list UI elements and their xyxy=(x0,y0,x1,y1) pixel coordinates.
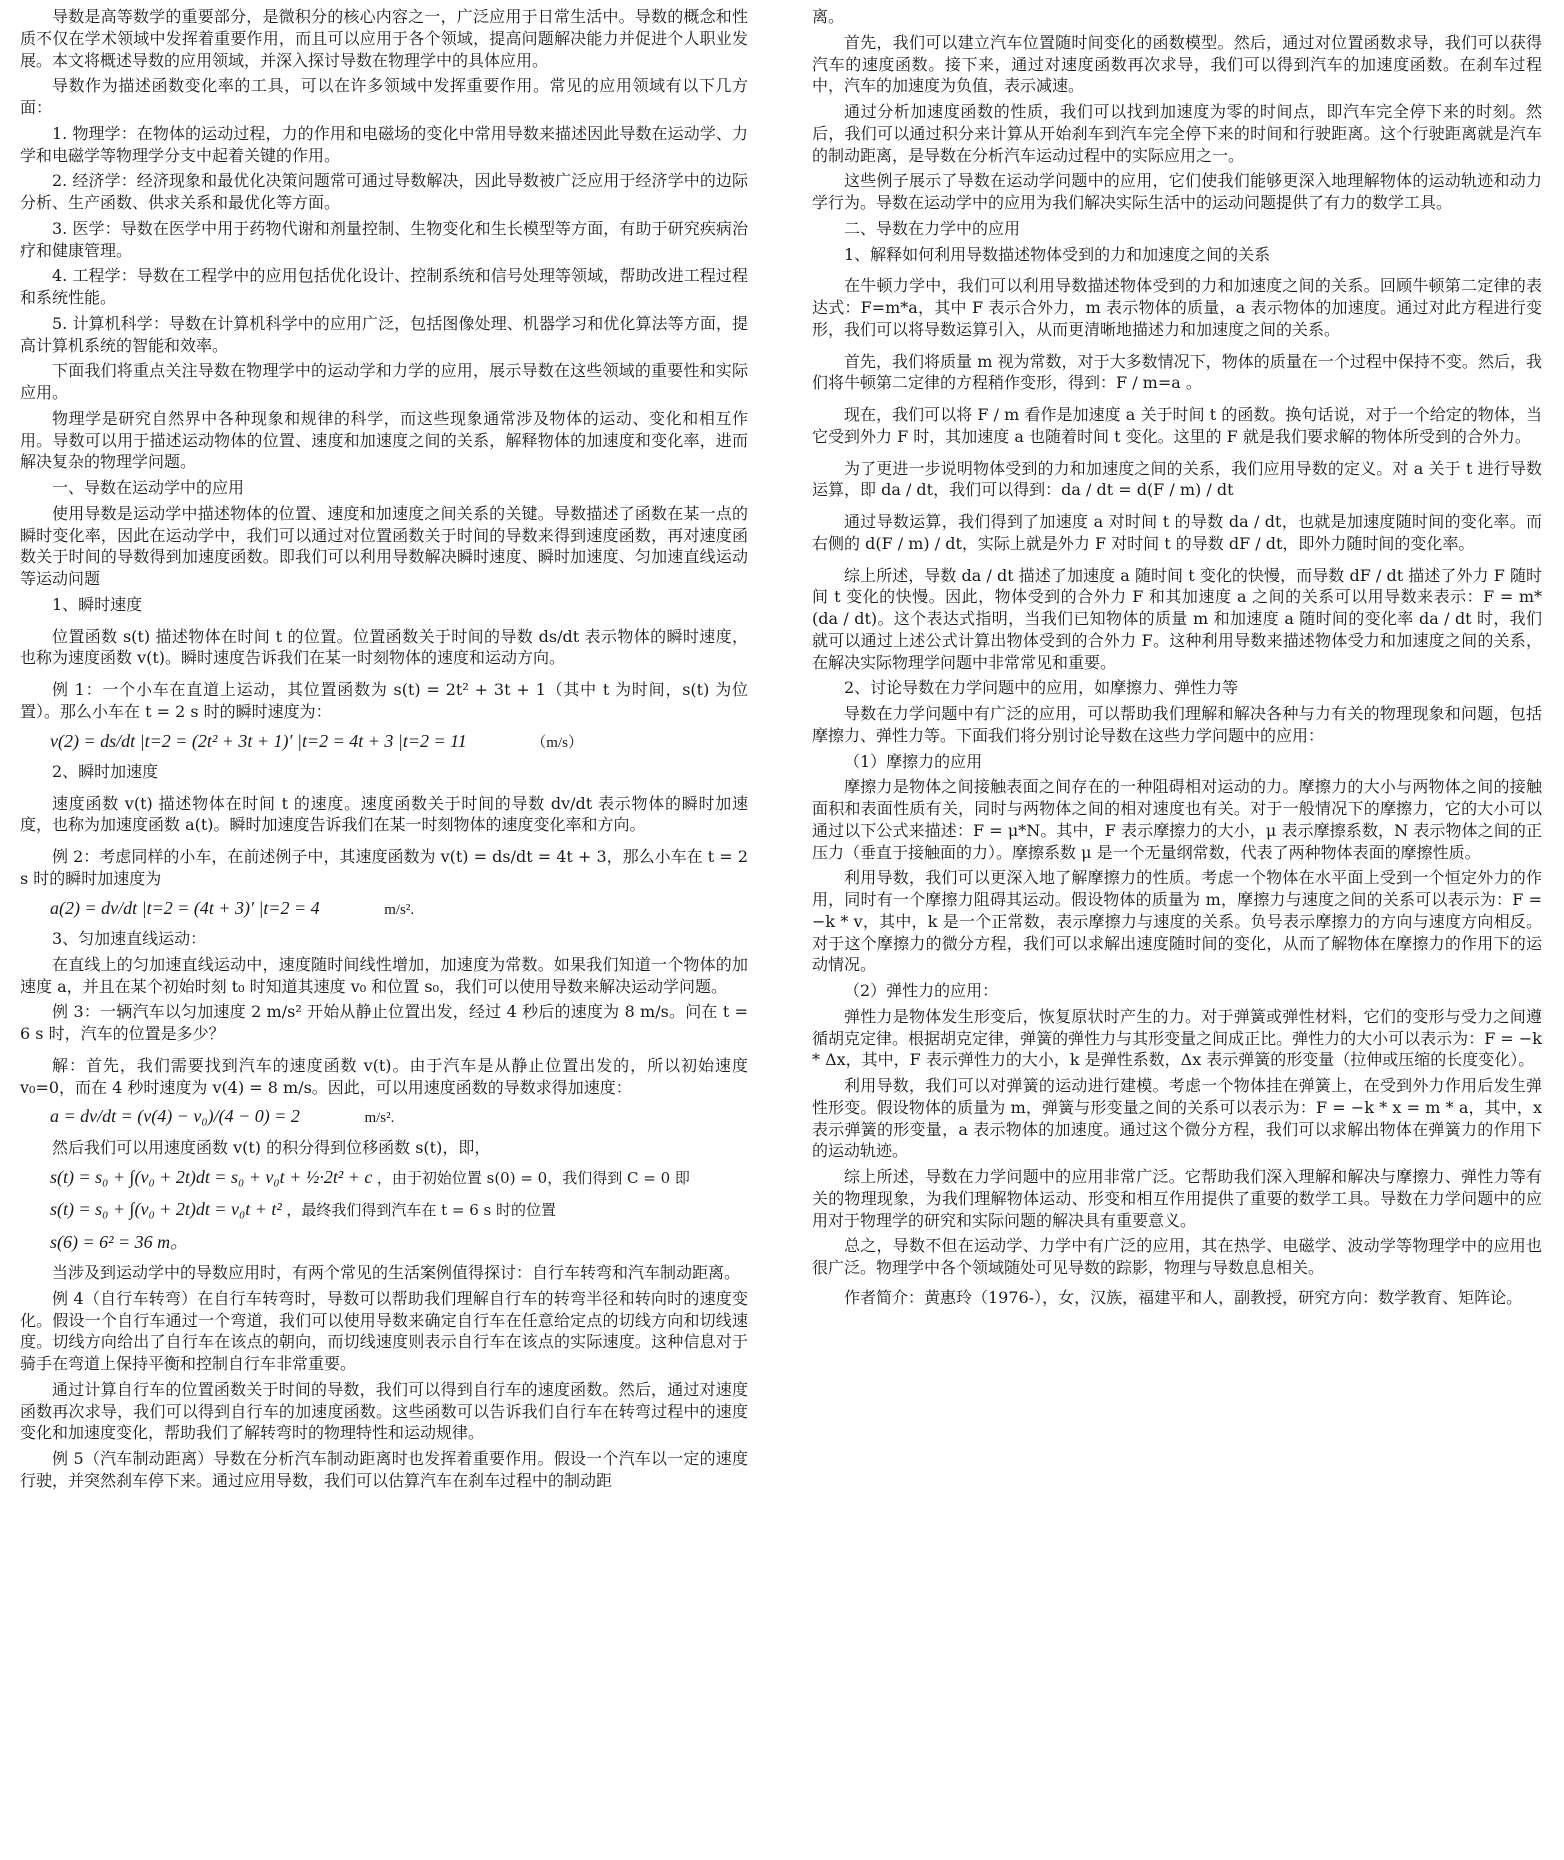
kinematics-paragraph: 使用导数是运动学中描述物体的位置、速度和加速度之间关系的关键。导数描述了函数在某一点的瞬时变化率，因此在运动学中，我们可以通过对位置函数关于时间的导数来得到速度函数，再对速度函数关于时间的导数得到加速度函数。即我们可以利用导数解决瞬时速度、瞬时加速度、匀加速直线运动等运动问题 xyxy=(20,503,748,588)
left-column xyxy=(20,6,748,1496)
braking-model-paragraph: 首先，我们可以建立汽车位置随时间变化的函数模型。然后，通过对位置函数求导，我们可以获得汽车的速度函数。接下来，通过对速度函数再次求导，我们可以得到汽车的加速度函数。在刹车过程中，汽车的加速度为负值，表示减速。 xyxy=(812,32,1542,96)
spring-model-paragraph: 利用导数，我们可以对弹簧的运动进行建模。考虑一个物体挂在弹簧上，在受到外力作用后发生弹性形变。假设物体的质量为 m，弹簧与形变量之间的关系可以表示为：F = −k * x = m * a，其中，x 表示弹簧的形变量，a 表示物体的加速度。通过这个微分方程，我们可以求解出物体在弹簧力的作用下的运动轨迹。 xyxy=(812,1076,1542,1161)
formula-acceleration-unit: m/s². xyxy=(364,1110,395,1127)
formula-integral-2-expression: s(t) = s₀ + ∫(v₀ + 2t)dt = v₀t + t² xyxy=(50,1199,282,1220)
newton-law-paragraph: 在牛顿力学中，我们可以利用导数描述物体受到的力和加速度之间的关系。回顾牛顿第二定律的表达式：F=m*a，其中 F 表示合外力，m 表示物体的质量，a 表示物体的加速度。通过对此方程进行变形，我们可以将导数运算引入，从而更清晰地描述力和加速度之间的关系。 xyxy=(812,276,1542,339)
physics-paragraph: 物理学是研究自然界中各种现象和规律的科学，而这些现象通常涉及物体的运动、变化和相互作用。导数可以用于描述运动物体的位置、速度和加速度之间的关系，解释物体的加速度和变化率，进而解决复杂的物理学问题。 xyxy=(20,408,748,472)
subheading-instant-acceleration: 2、瞬时加速度 xyxy=(52,761,159,781)
field-computer-science: 5. 计算机科学：导数在计算机科学中的应用广泛，包括图像处理、机器学习和优化算法等方面，提高计算机系统的智能和效率。 xyxy=(20,313,748,355)
example-4: 例 4（自行车转弯）在自行车转弯时，导数可以帮助我们理解自行车的转弯半径和转向时的速度变化。假设一个自行车通过一个弯道，我们可以使用导数来确定自行车在任意给定点的切线方向和切线速度。切线方向给出了自行车在该点的朝向，而切线速度则表示自行车在该点的实际速度。这种信息对于骑手在弯道上保持平衡和控制自行车非常重要。 xyxy=(20,1288,748,1374)
braking-distance-paragraph: 通过分析加速度函数的性质，我们可以找到加速度为零的时间点，即汽车完全停下来的时刻。然后，我们可以通过积分来计算从开始刹车到汽车完全停下来的时间和行驶距离。这个行驶距离就是汽车的制动距离，是导数在分析汽车运动过程中的实际应用之一。 xyxy=(812,102,1542,165)
life-cases-paragraph: 当涉及到运动学中的导数应用时，有两个常见的生活案例值得探讨：自行车转弯和汽车制动距离。 xyxy=(52,1263,741,1283)
mass-constant-paragraph: 首先，我们将质量 m 视为常数，对于大多数情况下，物体的质量在一个过程中保持不变。然后，我们将牛顿第二定律的方程稍作变形，得到：F / m=a 。 xyxy=(812,351,1542,393)
formula-acceleration xyxy=(50,1104,748,1128)
instant-velocity-paragraph: 位置函数 s(t) 描述物体在时间 t 的位置。位置函数关于时间的导数 ds/dt 表示物体的瞬时速度，也称为速度函数 v(t)。瞬时速度告诉我们在某一时刻物体的速度和运动方向。 xyxy=(20,626,748,668)
field-physics: 1. 物理学：在物体的运动过程，力的作用和电磁场的变化中常用导数来描述因此导数在运动学、力学和电磁学等物理学分支中起着关键的作用。 xyxy=(20,123,748,165)
derivative-result-paragraph: 通过导数运算，我们得到了加速度 a 对时间 t 的导数 da / dt，也就是加速度随时间的变化率。而右侧的 d(F / m) / dt，实际上就是外力 F 对时间 t 的导数 dF / dt，即外力随时间的变化率。 xyxy=(812,512,1542,553)
continued-text: 离。 xyxy=(812,7,845,26)
formula-integral-1 xyxy=(50,1165,748,1189)
formula-v2-unit: （m/s） xyxy=(531,734,583,751)
subheading-force-acceleration: 1、解释如何利用导数描述物体受到的力和加速度之间的关系 xyxy=(844,244,1271,264)
field-economics: 2. 经济学：经济现象和最优化决策问题常可通过导数解决，因此导数被广泛应用于经济学中的边际分析、生产函数、供求关系和最优化等方面。 xyxy=(20,171,748,212)
section-heading-mechanics: 二、导数在力学中的应用 xyxy=(844,218,1021,238)
mechanics-summary-paragraph: 综上所述，导数 da / dt 描述了加速度 a 随时间 t 变化的快慢，而导数 dF / dt 描述了外力 F 随时间 t 变化的快慢。因此，物体受到的合外力 F 和其加速度 a 之间的关系可以用导数来表示：F = m*(da / dt)。这个表达式指明，当我们已知物体的质量 m 和加速度 a 随时间的变化率 da / dt 时，我们就可以通过上述公式计算出物体受到的合外力 F。这种利用导数来描述物体受力和加速度之间的关系，在解决实际物理学问题中非常常见和重要。 xyxy=(812,565,1542,672)
conclusion-paragraph: 综上所述，导数在力学问题中的应用非常广泛。它帮助我们深入理解和解决与摩擦力、弹性力等有关的物理现象，为我们理解物体运动、形变和相互作用提供了重要的数学工具。导数在力学问题中的应用对于物理学的研究和实际问题的解决具有重要意义。 xyxy=(812,1167,1542,1230)
formula-a2-unit: m/s². xyxy=(384,901,415,918)
formula-acceleration-expression: a = dv/dt = (v(4) − v₀)/(4 − 0) = 2 xyxy=(50,1106,300,1127)
formula-integral-1-tail: ，由于初始位置 s(0) = 0，我们得到 C = 0 即 xyxy=(376,1168,690,1187)
application-fields-paragraph: 导数作为描述函数变化率的工具，可以在许多领域中发挥重要作用。常见的应用领域有以下几方面： xyxy=(20,76,748,117)
derivative-definition-paragraph: 为了更进一步说明物体受到的力和加速度之间的关系，我们应用导数的定义。对 a 关于 t 进行导数运算，即 da / dt，我们可以得到：da / dt = d(F / m) / dt xyxy=(812,458,1542,500)
elastic-force-paragraph: 弹性力是物体发生形变后，恢复原状时产生的力。对于弹簧或弹性材料，它们的变形与受力之间遵循胡克定律。根据胡克定律，弹簧的弹性力与其形变量之间成正比。弹性力的大小可以表示为：F = −k * Δx，其中，F 表示弹性力的大小，k 是弹性系数，Δx 表示弹簧的形变量（拉伸或压缩的长度变化）。 xyxy=(812,1006,1542,1070)
field-medicine: 3. 医学：导数在医学中用于药物代谢和剂量控制、生物变化和生长模型等方面，有助于研究疾病治疗和健康管理。 xyxy=(20,218,748,260)
example-1: 例 1：一个小车在直道上运动，其位置函数为 s(t) = 2t² + 3t + 1（其中 t 为时间，s(t) 为位置）。那么小车在 t = 2 s 时的瞬时速度为： xyxy=(20,680,748,721)
right-column xyxy=(812,6,1542,1313)
kinematics-summary-paragraph: 这些例子展示了导数在运动学问题中的应用，它们使我们能够更深入地理解物体的运动轨迹和动力学行为。导数在运动学中的应用为我们解决实际生活中的运动问题提供了有力的数学工具。 xyxy=(812,171,1542,212)
uniform-acceleration-paragraph: 在直线上的匀加速直线运动中，速度随时间线性增加，加速度为常数。如果我们知道一个物体的加速度 a，并且在某个初始时刻 t₀ 时知道其速度 v₀ 和位置 s₀，我们可以使用导数来解决运动学问题。 xyxy=(20,954,748,996)
instant-acceleration-paragraph: 速度函数 v(t) 描述物体在时间 t 的速度。速度函数关于时间的导数 dv/dt 表示物体的瞬时加速度，也称为加速度函数 a(t)。瞬时加速度告诉我们在某一时刻物体的速度变化率和方向。 xyxy=(20,793,748,835)
formula-v2 xyxy=(50,729,748,753)
subheading-instant-velocity: 1、瞬时速度 xyxy=(52,594,143,614)
example-3: 例 3：一辆汽车以匀加速度 2 m/s² 开始从静止位置出发，经过 4 秒后的速度为 8 m/s。问在 t = 6 s 时，汽车的位置是多少？ xyxy=(20,1002,748,1044)
formula-integral-2-tail: ，最终我们得到汽车在 t = 6 s 时的位置 xyxy=(286,1201,556,1220)
bicycle-paragraph: 通过计算自行车的位置函数关于时间的导数，我们可以得到自行车的速度函数。然后，通过对速度函数再次求导，我们可以得到自行车的加速度函数。这些函数可以告诉我们自行车在转弯过程中的速度变化和加速度变化，帮助我们了解转弯时的物理特性和运动规律。 xyxy=(20,1379,748,1443)
solution-paragraph: 解：首先，我们需要找到汽车的速度函数 v(t)。由于汽车是从静止位置出发的，所以初始速度 v₀=0，而在 4 秒时速度为 v(4) = 8 m/s。因此，可以用速度函数的导数求得加速度： xyxy=(20,1055,748,1097)
friction-derivative-paragraph: 利用导数，我们可以更深入地了解摩擦力的性质。考虑一个物体在水平面上受到一个恒定外力的作用，同时有一个摩擦力阻碍其运动。假设物体的质量为 m，摩擦力与速度之间的关系可以表示为：F = −k * v，其中，k 是一个正常数，表示摩擦力与速度的关系。负号表示摩擦力的方向与速度方向相反。对于这个摩擦力的微分方程，我们可以求解出速度随时间的变化，从而了解物体在摩擦力的作用下的运动情况。 xyxy=(812,868,1542,975)
author-bio: 作者简介：黄惠玲（1976-），女，汉族，福建平和人，副教授，研究方向：数学教育、矩阵论。 xyxy=(844,1287,1523,1307)
field-engineering: 4. 工程学：导数在工程学中的应用包括优化设计、控制系统和信号处理等领域，帮助改进工程过程和系统性能。 xyxy=(20,266,748,307)
example-5: 例 5（汽车制动距离）导数在分析汽车制动距离时也发挥着重要作用。假设一个汽车以一定的速度行驶，并突然刹车停下来。通过应用导数，我们可以估算汽车在刹车过程中的制动距 xyxy=(20,1449,748,1490)
formula-a2-expression: a(2) = dv/dt |t=2 = (4t + 3)′ |t=2 = 4 xyxy=(50,897,320,918)
subheading-friction: （1）摩擦力的应用 xyxy=(844,751,983,771)
example-2: 例 2：考虑同样的小车，在前述例子中，其速度函数为 v(t) = ds/dt = 4t + 3，那么小车在 t = 2 s 时的瞬时加速度为 xyxy=(20,847,748,888)
formula-s6: s(6) = 6² = 36 m。 xyxy=(50,1231,189,1252)
subheading-force-applications: 2、讨论导数在力学问题中的应用，如摩擦力、弹性力等 xyxy=(844,678,1239,698)
focus-paragraph: 下面我们将重点关注导数在物理学中的运动学和力学的应用，展示导数在这些领域的重要性和实际应用。 xyxy=(20,361,748,402)
formula-integral-2 xyxy=(50,1197,748,1221)
formula-a2 xyxy=(50,896,748,920)
subheading-uniform-acceleration: 3、匀加速直线运动： xyxy=(52,929,207,949)
formula-v2-expression: v(2) = ds/dt |t=2 = (2t² + 3t + 1)′ |t=2 = 4t + 3 |t=2 = 11 xyxy=(50,730,467,751)
formula-integral-1-expression: s(t) = s₀ + ∫(v₀ + 2t)dt = s₀ + v₀t + ½·2t² + c xyxy=(50,1166,373,1187)
force-over-mass-paragraph: 现在，我们可以将 F / m 看作是加速度 a 关于时间 t 的函数。换句话说，对于一个给定的物体，当它受到外力 F 时，其加速度 a 也随着时间 t 变化。这里的 F 就是我们要求解的物体所受到的合外力。 xyxy=(812,405,1542,446)
intro-paragraph: 导数是高等数学的重要部分，是微积分的核心内容之一，广泛应用于日常生活中。导数的概念和性质不仅在学术领域中发挥着重要作用，而且可以应用于各个领域，提高问题解决能力并促进个人职业发展。本文将概述导数的应用领域，并深入探讨导数在物理学中的具体应用。 xyxy=(20,7,748,70)
final-summary-paragraph: 总之，导数不但在运动学、力学中有广泛的应用，其在热学、电磁学、波动学等物理学中的应用也很广泛。物理学中各个领域随处可见导数的踪影，物理与导数息息相关。 xyxy=(812,1236,1542,1277)
integral-paragraph: 然后我们可以用速度函数 v(t) 的积分得到位移函数 s(t)，即， xyxy=(52,1137,491,1157)
section-heading-kinematics: 一、导数在运动学中的应用 xyxy=(52,478,245,497)
force-applications-paragraph: 导数在力学问题中有广泛的应用，可以帮助我们理解和解决各种与力有关的物理现象和问题，包括摩擦力、弹性力等。下面我们将分别讨论导数在这些力学问题中的应用： xyxy=(812,704,1542,745)
subheading-elastic-force: （2）弹性力的应用： xyxy=(844,981,999,1000)
friction-paragraph: 摩擦力是物体之间接触表面之间存在的一种阻碍相对运动的力。摩擦力的大小与两物体之间的接触面积和表面性质有关，同时与两物体之间的相对速度也有关。对于一般情况下的摩擦力，它的大小可以通过以下公式来描述：F = μ*N。其中，F 表示摩擦力的大小，μ 表示摩擦系数，N 表示物体之间的正压力（垂直于接触面的力）。摩擦系数 μ 是一个无量纲常数，代表了两种物体表面的摩擦性质。 xyxy=(812,777,1542,862)
